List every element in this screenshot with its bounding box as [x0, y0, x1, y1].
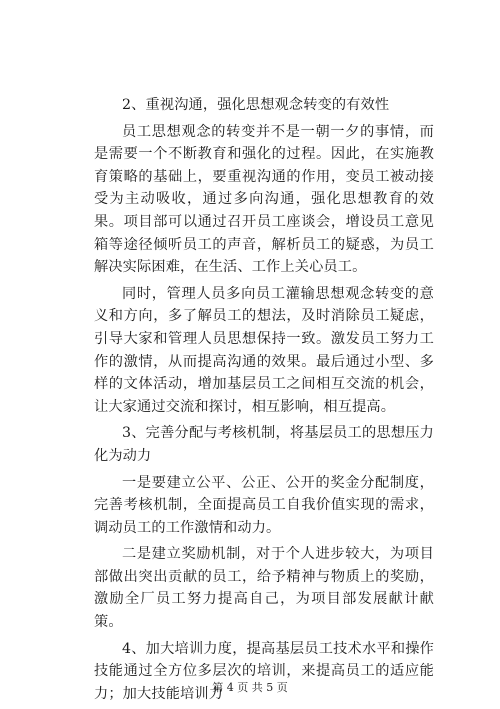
body-paragraph-4: 二是建立奖励机制，对于个人进步较大，为项目部做出突出贡献的员工，给予精神与物质上的奖励，激励全厂员工努力提高自己，为项目部发展献计献策。	[94, 546, 434, 631]
page-number-footer: 第 4 页 共 5 页	[212, 681, 288, 694]
body-paragraph-2: 同时，管理人员多向员工灌输思想观念转变的意义和方向，多了解员工的想法，及时消除员工疑虑，引导大家和管理人员思想保持一致。激发员工努力工作的激情，从而提高沟通的效果。最后通过小型、多样的文体活动，增加基层员工之间相互交流的机会，让大家通过交流和探讨，相互影响，相互提高。	[94, 285, 434, 415]
section-heading-2: 2、重视沟通，强化思想观念转变的有效性	[122, 97, 390, 113]
body-paragraph-1: 员工思想观念的转变并不是一朝一夕的事情，而是需要一个不断教育和强化的过程。因此，在实施教育策略的基础上，要重视沟通的作用，变员工被动接受为主动吸收，通过多向沟通，强化思想教育的效果。项目部可以通过召开员工座谈会，增设员工意见箱等途径倾听员工的声音，解析员工的疑惑，为员工解决实际困难，在生活、工作上关心员工。	[94, 123, 434, 276]
section-heading-3: 3、完善分配与考核机制，将基层员工的思想压力化为动力	[94, 425, 434, 464]
document-body	[94, 92, 434, 709]
body-paragraph-3: 一是要建立公平、公正、公开的奖金分配制度，完善考核机制，全面提高员工自我价值实现的需求，调动员工的工作激情和动力。	[94, 474, 434, 536]
section-heading-4: 4、加大培训力度，提高基层员工技术水平和操作技能通过全方位多层次的培训，来提高员工的适应能力；加大技能培训力	[94, 640, 434, 702]
